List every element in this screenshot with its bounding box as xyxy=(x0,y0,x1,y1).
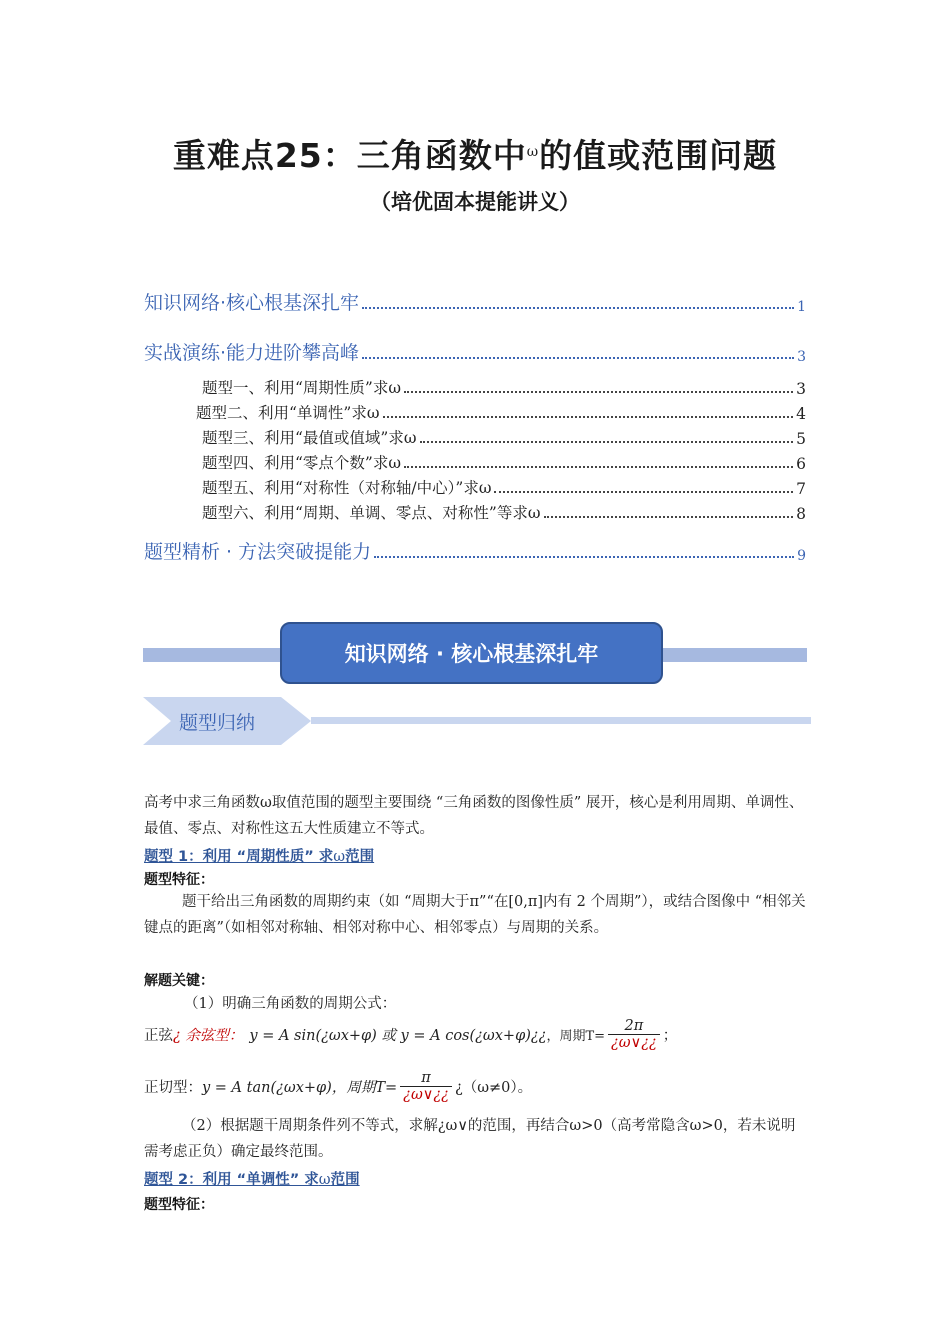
tan-period-fraction: $\frac{\pi}{¿\omega\vee¿¿}$ xyxy=(400,1070,452,1103)
title-omega-symbol: ω xyxy=(526,144,540,160)
toc-sub-item-3[interactable]: 题型三、利用“最值或值域”求ω 5 xyxy=(202,429,806,448)
section-banner: 知识网络 · 核心根基深扎牢 xyxy=(280,622,663,684)
section-tab xyxy=(143,697,813,745)
type1-heading[interactable]: 题型 1：利用 “周期性质” 求ω范围 xyxy=(144,849,375,865)
toc-sub-item-1[interactable]: 题型一、利用“周期性质”求ω 3 xyxy=(202,379,806,398)
feature-label: 题型特征： xyxy=(144,872,214,888)
intro-paragraph: 高考中求三角函数ω取值范围的题型主要围绕 “三角函数的图像性质” 展开，核心是利用周期、单调性、最值、零点、对称性这五大性质建立不等式。 xyxy=(144,795,804,837)
tan-formula-line: 正切型： y = A tan(¿ωx+φ)，周期T= $\frac{\pi}{¿\omega\vee¿¿}$ ¿（ω≠0）。 xyxy=(144,1070,533,1103)
step2-text: （2）根据题干周期条件列不等式，求解¿ω∨的范围，再结合ω>0（高考常隐含ω>0，若未说明需考虑正负）确定最终范围。 xyxy=(144,1118,796,1160)
toc-sub-item-5[interactable]: 题型五、利用“对称性（对称轴/中心）”求ω 7 xyxy=(202,479,806,498)
feature-text: 题干给出三角函数的周期约束（如 “周期大于π”“在[0,π]内有 2 个周期”），或结合图像中 “相邻关键点的距离”（如相邻对称轴、相邻对称中心、相邻零点）与周期的关系。 xyxy=(144,894,806,936)
type2-heading[interactable]: 题型 2：利用 “单调性” 求ω范围 xyxy=(144,1172,360,1188)
feature-label-2: 题型特征： xyxy=(144,1197,214,1213)
toc-sub-item-4[interactable]: 题型四、利用“零点个数”求ω 6 xyxy=(202,454,806,473)
sin-cos-formula-line: 正弦 ¿ 余弦型： y = A sin(¿ωx+φ) 或 y = A cos(¿ωx+φ)¿¿ ，周期T= $\frac{2\pi}{¿\omega\vee¿¿}$ ； xyxy=(144,1018,678,1051)
key-label: 解题关键： xyxy=(144,973,214,989)
section-tab-label: 题型归纳 xyxy=(179,712,256,734)
toc-main-item-1[interactable]: 知识网络·核心根基深扎牢 1 xyxy=(144,292,806,315)
toc-sub-item-6[interactable]: 题型六、利用“周期、单调、零点、对称性”等求ω 8 xyxy=(202,504,806,523)
step1-text: （1）明确三角函数的周期公式： xyxy=(184,996,397,1012)
toc-sub-item-2[interactable]: 题型二、利用“单调性”求ω 4 xyxy=(196,404,806,423)
page-title: 重难点25：三角函数中$^\omega$的值或范围问题 xyxy=(172,136,778,175)
toc-main-item-3[interactable]: 题型精析 · 方法突破提能力 9 xyxy=(144,541,806,564)
page-subtitle: （培优固本提能讲义） xyxy=(370,190,580,214)
toc-main-item-2[interactable]: 实战演练·能力进阶攀高峰 3 xyxy=(144,342,806,365)
period-fraction: $\frac{2\pi}{¿\omega\vee¿¿}$ xyxy=(608,1018,660,1051)
